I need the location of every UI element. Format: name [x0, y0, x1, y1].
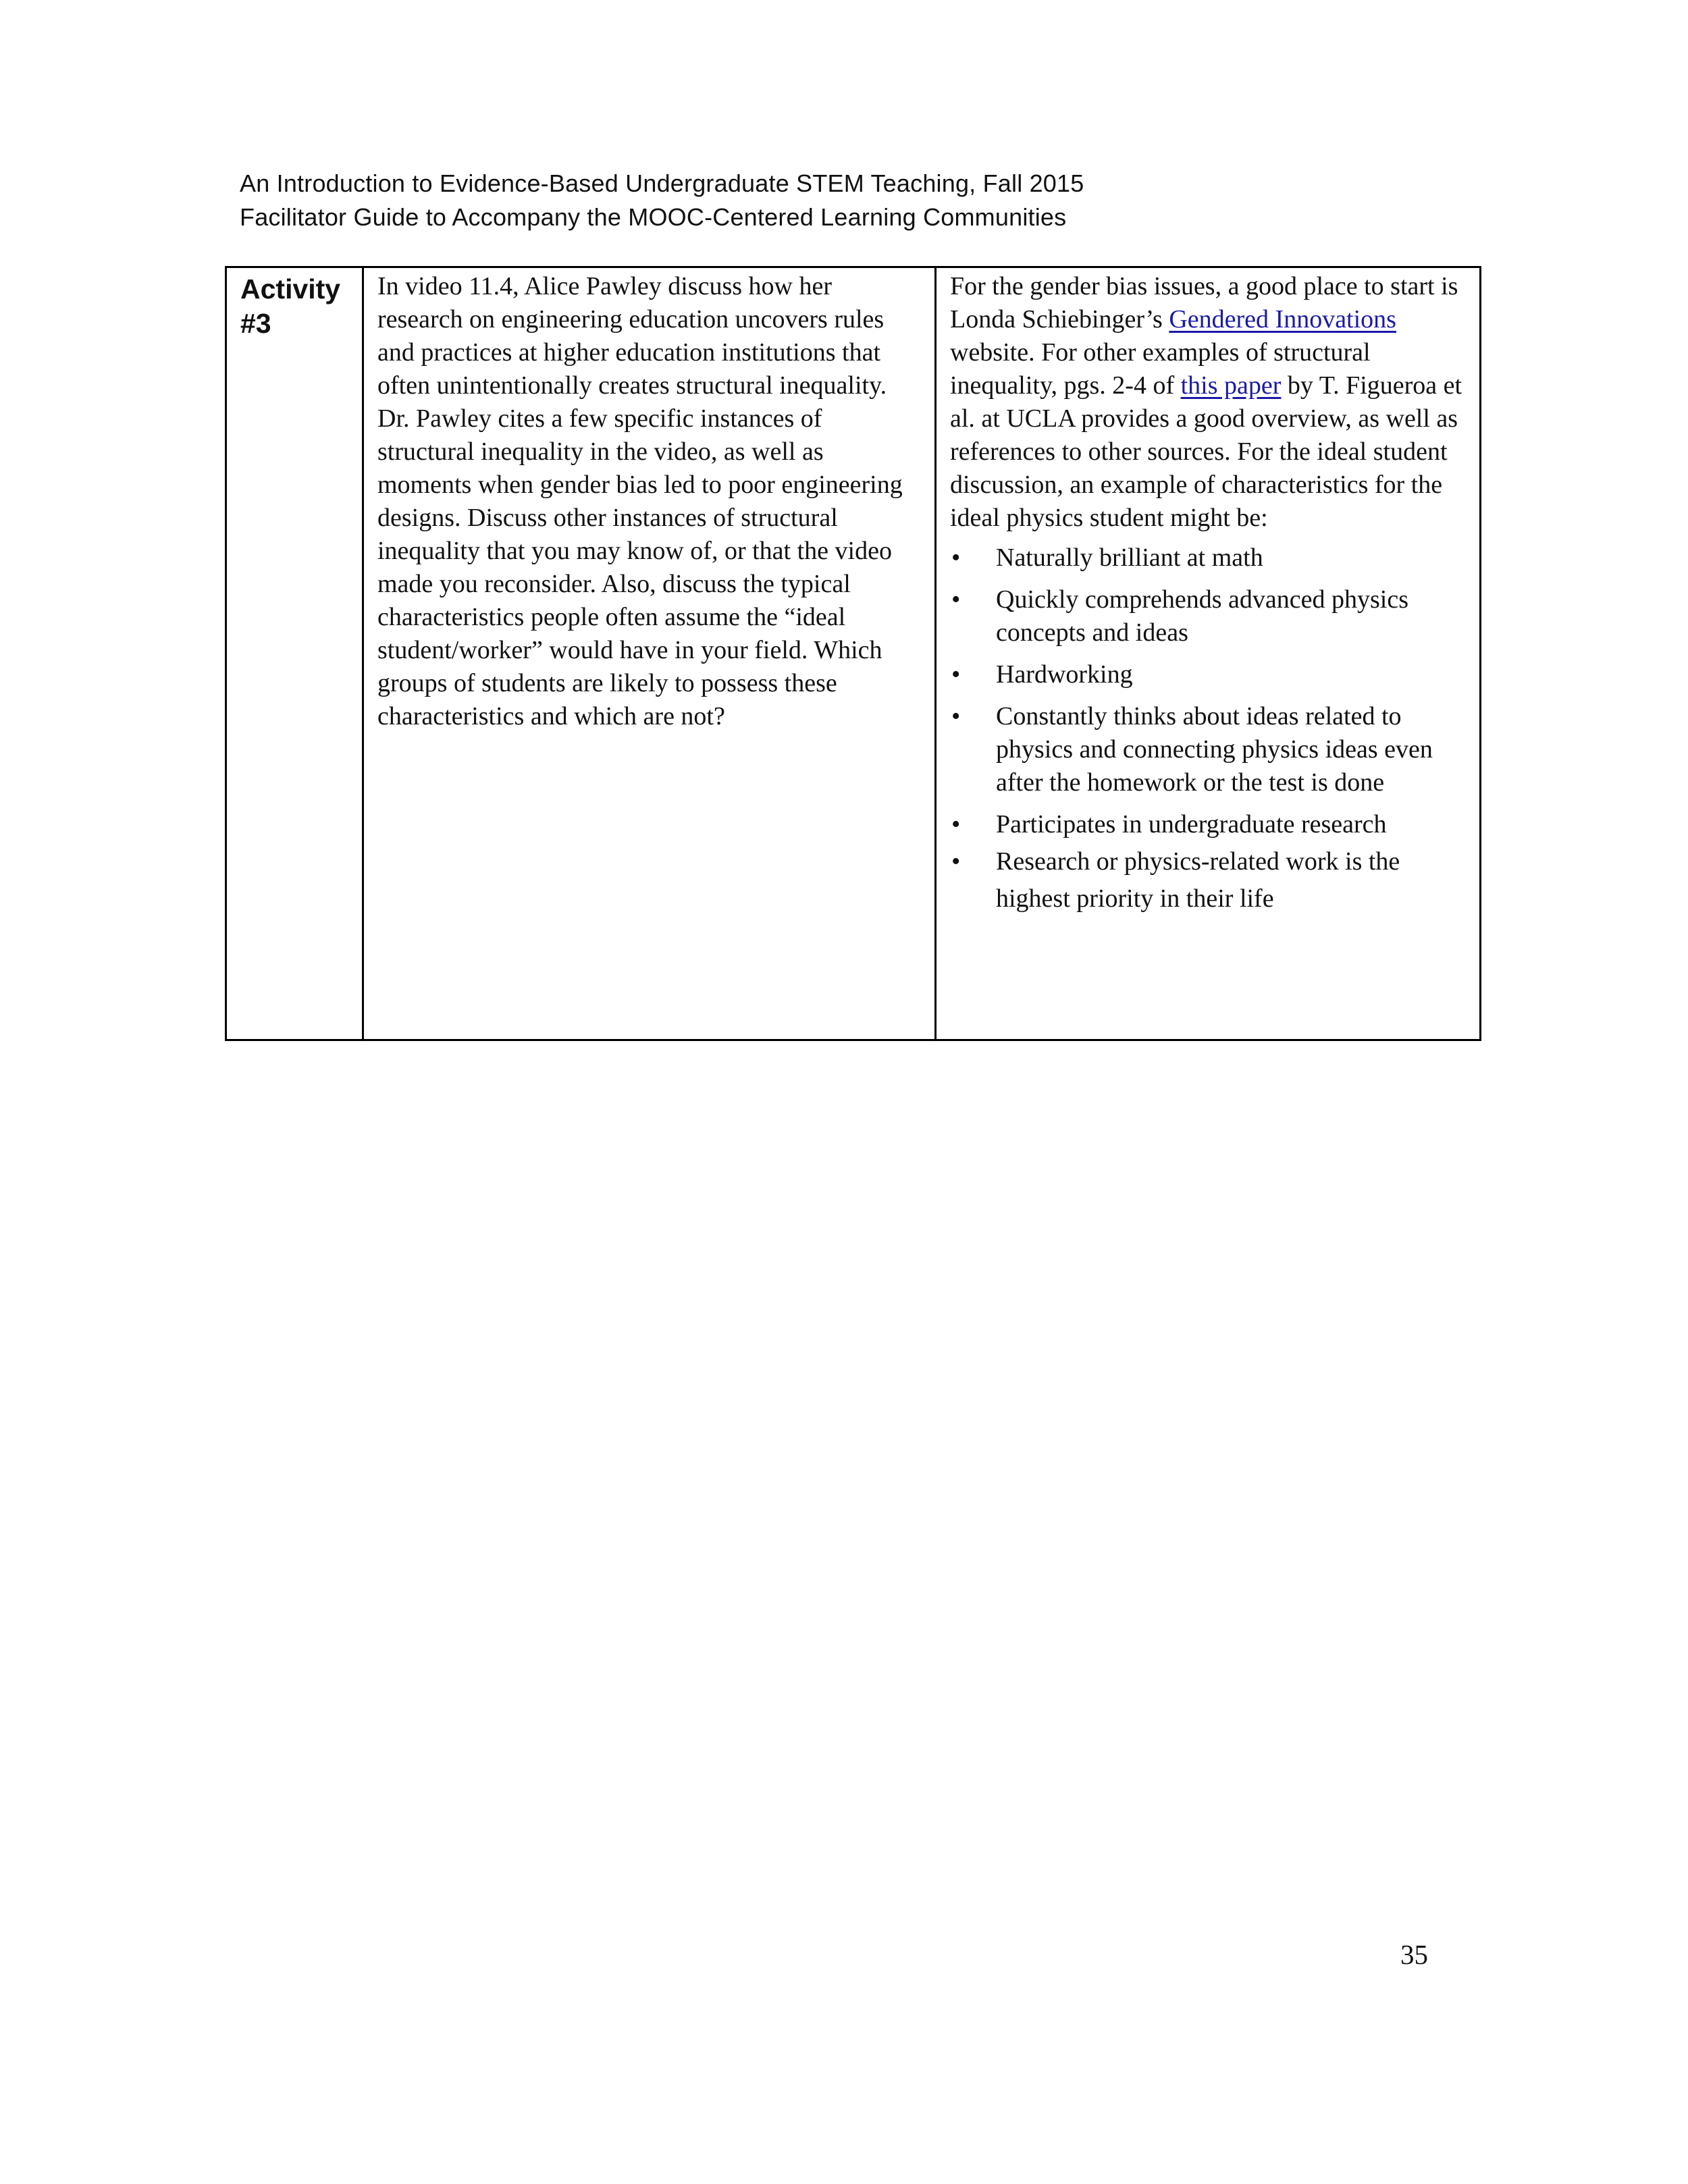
notes-text-end: by T. Figueroa et al. at UCLA provides a good overview, as well as references to other sources. For the ideal student discussion, an example of characteristics for the ideal physics student might be: [950, 371, 1462, 532]
list-item: • Constantly thinks about ideas related to physics and connecting physics ideas even after the homework or the test is done [950, 700, 1467, 799]
activity-table [225, 266, 1481, 1041]
notes-text-intro: For the gender bias issues, a good place to start is Londa Schiebinger’s [950, 272, 1458, 334]
list-item: • Naturally brilliant at math [950, 541, 1467, 575]
activity-number: #3 [240, 308, 271, 339]
list-item: • Quickly comprehends advanced physics concepts and ideas [950, 583, 1467, 649]
list-item: • Research or physics-related work is the highest priority in their life [950, 843, 1467, 917]
notes-text-middle: website. For other examples of structural inequality, pgs. 2-4 of [950, 338, 1371, 400]
activity-label-cell [227, 268, 364, 1039]
activity-label: Activity [240, 273, 341, 304]
ideal-student-traits-list [950, 541, 1467, 917]
page-number: 35 [1400, 1939, 1428, 1970]
header-course-title: An Introduction to Evidence-Based Undergraduate STEM Teaching, Fall 2015 [240, 169, 1084, 197]
gendered-innovations-link[interactable]: Gendered Innovations [1169, 305, 1396, 334]
activity-prompt-text: In video 11.4, Alice Pawley discuss how her research on engineering education uncovers rules and practices at higher education institutions that often unintentionally creates structural inequality. Dr. Pawley cites a few specific instances of structural inequality in the video, as well as moments when gender bias led to poor engineering designs. Discuss other instances of structural inequality that you may know of, or that the video made you reconsider. Also, discuss the typical characteristics people often assume the “ideal student/worker” would have in your field. Which groups of students are likely to possess these characteristics and which are not? [377, 272, 903, 730]
facilitator-notes-cell [937, 268, 1479, 1039]
this-paper-link[interactable]: this paper [1180, 371, 1282, 400]
activity-prompt-cell [364, 268, 937, 1039]
facilitator-notes-paragraph [950, 270, 1467, 535]
list-item: • Participates in undergraduate research [950, 808, 1467, 841]
document-header [240, 167, 1084, 234]
header-guide-title: Facilitator Guide to Accompany the MOOC-Centered Learning Communities [240, 203, 1067, 231]
list-item: • Hardworking [950, 658, 1467, 691]
